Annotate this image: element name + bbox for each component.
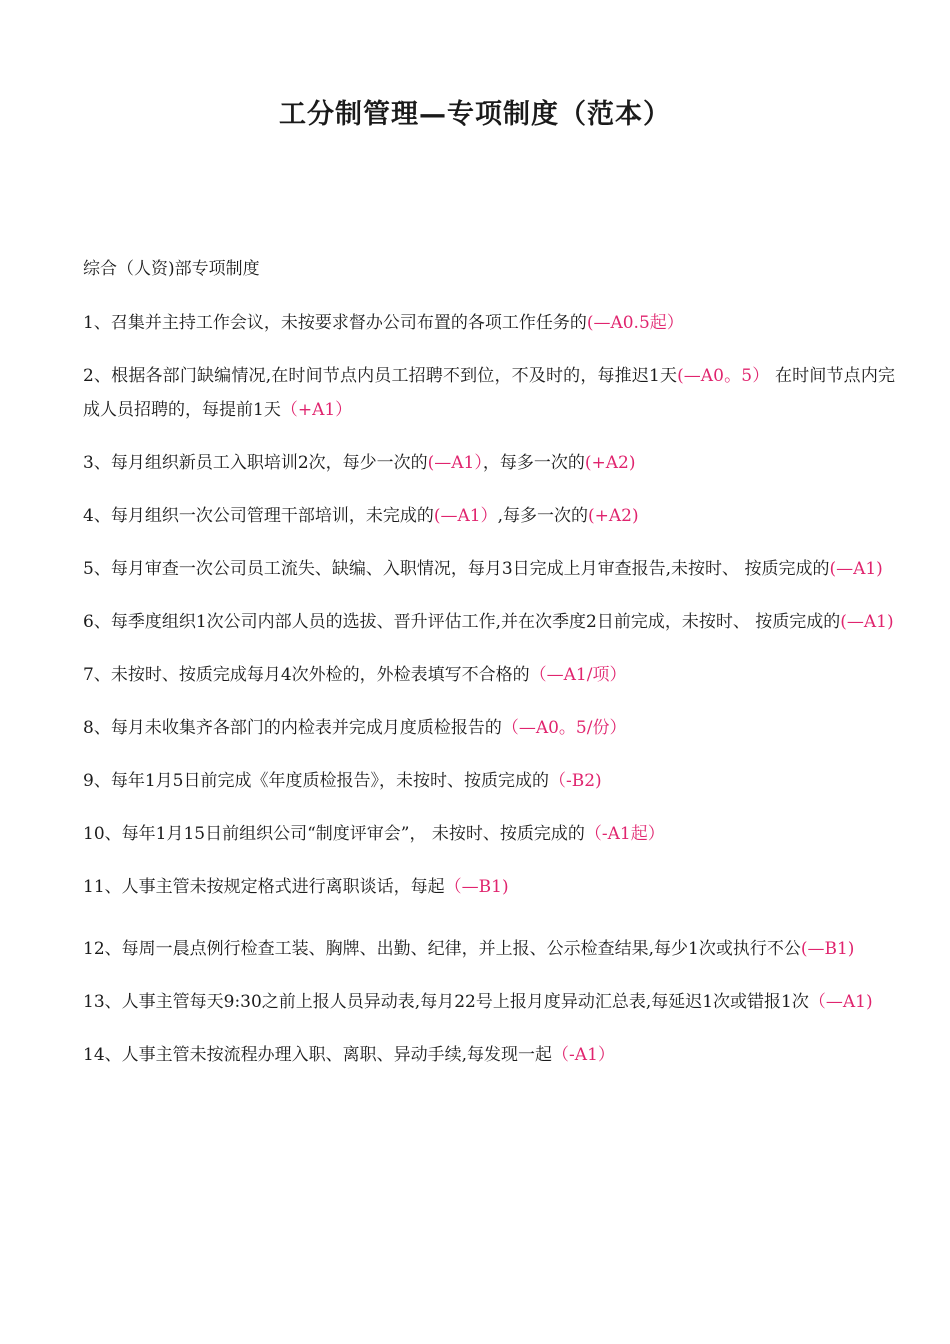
item-penalty: (—B1) (800, 939, 855, 959)
list-item (83, 446, 895, 480)
list-item (83, 306, 895, 340)
item-text: 6、每季度组织1次公司内部人员的选拔、晋升评估工作,并在次季度2日前完成，未按时、 按质完成的 (83, 612, 841, 632)
list-item (83, 552, 895, 586)
list-item (83, 923, 895, 976)
item-text: 5、每月审查一次公司员工流失、缺编、入职情况，每月3日完成上月审查报告,未按时、 按质完成的 (83, 559, 830, 579)
item-text: 7、未按时、按质完成每月4次外检的，外检表填写不合格的 (83, 665, 530, 685)
item-penalty: (—A1） (433, 506, 498, 526)
list-item (83, 359, 895, 427)
section-heading: 综合（人资)部专项制度 (83, 259, 260, 279)
item-penalty-second: （+A1） (280, 400, 353, 420)
item-penalty: （—A1) (808, 992, 873, 1012)
item-penalty: （-A1起） (584, 824, 665, 844)
list-item (83, 605, 895, 639)
item-text-continued: ，每多一次的 (482, 453, 585, 473)
item-text-continued: 在时间节点内完成人员招聘的，每提前1天 (83, 366, 896, 420)
list-item (83, 711, 895, 745)
item-penalty: (—A0.5起） (586, 313, 684, 333)
item-penalty: (—A1） (427, 453, 483, 473)
list-item (83, 976, 895, 1029)
list-item (83, 658, 895, 692)
item-penalty: （—A0。5/份） (501, 718, 627, 738)
list-item (83, 817, 895, 851)
item-penalty: (—A1) (829, 559, 883, 579)
item-penalty: (—A1) (840, 612, 894, 632)
item-text: 11、人事主管未按规定格式进行离职谈话，每起 (83, 877, 445, 897)
item-text: 13、人事主管每天9:30之前上报人员异动表,每月22号上报月度异动汇总表,每延迟1次或错报1次 (83, 992, 809, 1012)
item-penalty: （-A1） (552, 1045, 615, 1065)
page-title: 工分制管理—专项制度（范本） (279, 99, 671, 130)
item-text-continued: ,每多一次的 (497, 506, 588, 526)
item-penalty: （—A1/项） (529, 665, 627, 685)
item-text: 14、人事主管未按流程办理入职、离职、异动手续,每发现一起 (83, 1045, 553, 1065)
item-text: 4、每月组织一次公司管理干部培训，未完成的 (83, 506, 434, 526)
item-text: 10、每年1月15日前组织公司“制度评审会”， 未按时、按质完成的 (83, 824, 585, 844)
item-text: 8、每月未收集齐各部门的内检表并完成月度质检报告的 (83, 718, 502, 738)
item-text: 2、根据各部门缺编情况,在时间节点内员工招聘不到位，不及时的，每推迟1天 (83, 366, 678, 386)
rules-list (83, 306, 895, 1082)
item-penalty: (—A0。5） (677, 366, 770, 386)
item-penalty-second: (+A2) (584, 453, 636, 473)
list-item (83, 870, 895, 904)
item-penalty: （—B1) (444, 877, 509, 897)
list-item (83, 499, 895, 533)
item-text: 12、每周一晨点例行检查工装、胸牌、出勤、纪律，并上报、公示检查结果,每少1次或执行不公 (83, 939, 801, 959)
item-text: 1、召集并主持工作会议，未按要求督办公司布置的各项工作任务的 (83, 313, 587, 333)
list-item (83, 764, 895, 798)
item-penalty: （-B2) (548, 771, 602, 791)
item-penalty-second: (+A2) (587, 506, 639, 526)
list-item (83, 1029, 895, 1082)
item-text: 3、每月组织新员工入职培训2次，每少一次的 (83, 453, 428, 473)
item-text: 9、每年1月5日前完成《年度质检报告》，未按时、按质完成的 (83, 771, 549, 791)
